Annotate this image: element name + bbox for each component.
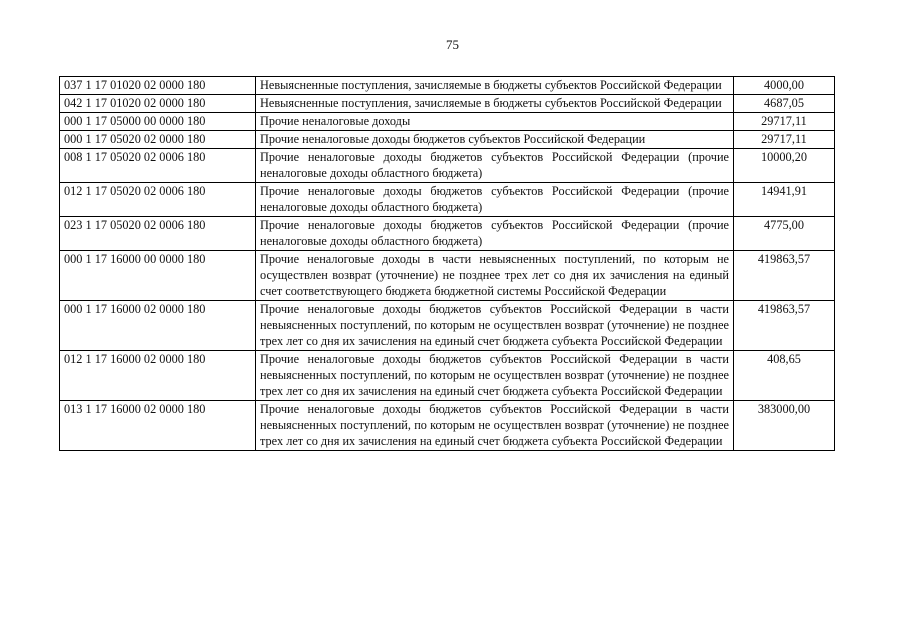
table-row	[60, 131, 835, 149]
revenue-amount-cell: 10000,20	[734, 149, 835, 183]
revenue-amount-cell: 29717,11	[734, 131, 835, 149]
table-row	[60, 95, 835, 113]
revenue-description-cell: Прочие неналоговые доходы бюджетов субъектов Российской Федерации в части невыясненных поступлений, по которым не осуществлен возврат (уточнение) не позднее трех лет со дня их зачисления на единый счет бюджета субъекта Российской Федерации	[256, 301, 734, 351]
revenue-amount-cell: 408,65	[734, 351, 835, 401]
revenue-description-cell: Прочие неналоговые доходы бюджетов субъектов Российской Федерации (прочие неналоговые доходы областного бюджета)	[256, 217, 734, 251]
table-row	[60, 113, 835, 131]
revenue-code-cell: 037 1 17 01020 02 0000 180	[60, 77, 256, 95]
revenue-description-cell: Прочие неналоговые доходы бюджетов субъектов Российской Федерации в части невыясненных поступлений, по которым не осуществлен возврат (уточнение) не позднее трех лет со дня их зачисления на единый счет бюджета субъекта Российской Федерации	[256, 351, 734, 401]
revenue-amount-cell: 4775,00	[734, 217, 835, 251]
revenue-code-cell: 012 1 17 05020 02 0006 180	[60, 183, 256, 217]
table-row	[60, 401, 835, 451]
revenue-description-cell: Невыясненные поступления, зачисляемые в бюджеты субъектов Российской Федерации	[256, 95, 734, 113]
revenue-description-cell: Прочие неналоговые доходы бюджетов субъектов Российской Федерации	[256, 131, 734, 149]
revenue-code-cell: 042 1 17 01020 02 0000 180	[60, 95, 256, 113]
revenue-amount-cell: 4687,05	[734, 95, 835, 113]
revenue-description-cell: Прочие неналоговые доходы бюджетов субъектов Российской Федерации (прочие неналоговые доходы областного бюджета)	[256, 183, 734, 217]
revenue-code-cell: 000 1 17 05020 02 0000 180	[60, 131, 256, 149]
table-row	[60, 183, 835, 217]
revenue-code-cell: 008 1 17 05020 02 0006 180	[60, 149, 256, 183]
table-row	[60, 77, 835, 95]
revenue-code-cell: 000 1 17 16000 02 0000 180	[60, 301, 256, 351]
page-number: 75	[446, 37, 459, 52]
table-row	[60, 217, 835, 251]
revenue-description-cell: Прочие неналоговые доходы бюджетов субъектов Российской Федерации в части невыясненных поступлений, по которым не осуществлен возврат (уточнение) не позднее трех лет со дня их зачисления на единый счет бюджета субъекта Российской Федерации	[256, 401, 734, 451]
revenue-amount-cell: 419863,57	[734, 251, 835, 301]
revenue-code-cell: 023 1 17 05020 02 0006 180	[60, 217, 256, 251]
revenue-description-cell: Прочие неналоговые доходы в части невыясненных поступлений, по которым не осуществлен возврат (уточнение) не позднее трех лет со дня их зачисления на единый счет соответствующего бюджета бюджетной системы Российской Федерации	[256, 251, 734, 301]
revenue-amount-cell: 4000,00	[734, 77, 835, 95]
table-row	[60, 251, 835, 301]
revenue-code-cell: 013 1 17 16000 02 0000 180	[60, 401, 256, 451]
revenue-description-cell: Прочие неналоговые доходы бюджетов субъектов Российской Федерации (прочие неналоговые доходы областного бюджета)	[256, 149, 734, 183]
table-row	[60, 351, 835, 401]
revenue-amount-cell: 14941,91	[734, 183, 835, 217]
revenue-amount-cell: 419863,57	[734, 301, 835, 351]
revenue-code-cell: 000 1 17 05000 00 0000 180	[60, 113, 256, 131]
revenue-description-cell: Невыясненные поступления, зачисляемые в бюджеты субъектов Российской Федерации	[256, 77, 734, 95]
budget-revenue-table	[59, 76, 835, 451]
revenue-amount-cell: 383000,00	[734, 401, 835, 451]
revenue-description-cell: Прочие неналоговые доходы	[256, 113, 734, 131]
table-row	[60, 149, 835, 183]
revenue-code-cell: 000 1 17 16000 00 0000 180	[60, 251, 256, 301]
revenue-code-cell: 012 1 17 16000 02 0000 180	[60, 351, 256, 401]
revenue-amount-cell: 29717,11	[734, 113, 835, 131]
table-row	[60, 301, 835, 351]
